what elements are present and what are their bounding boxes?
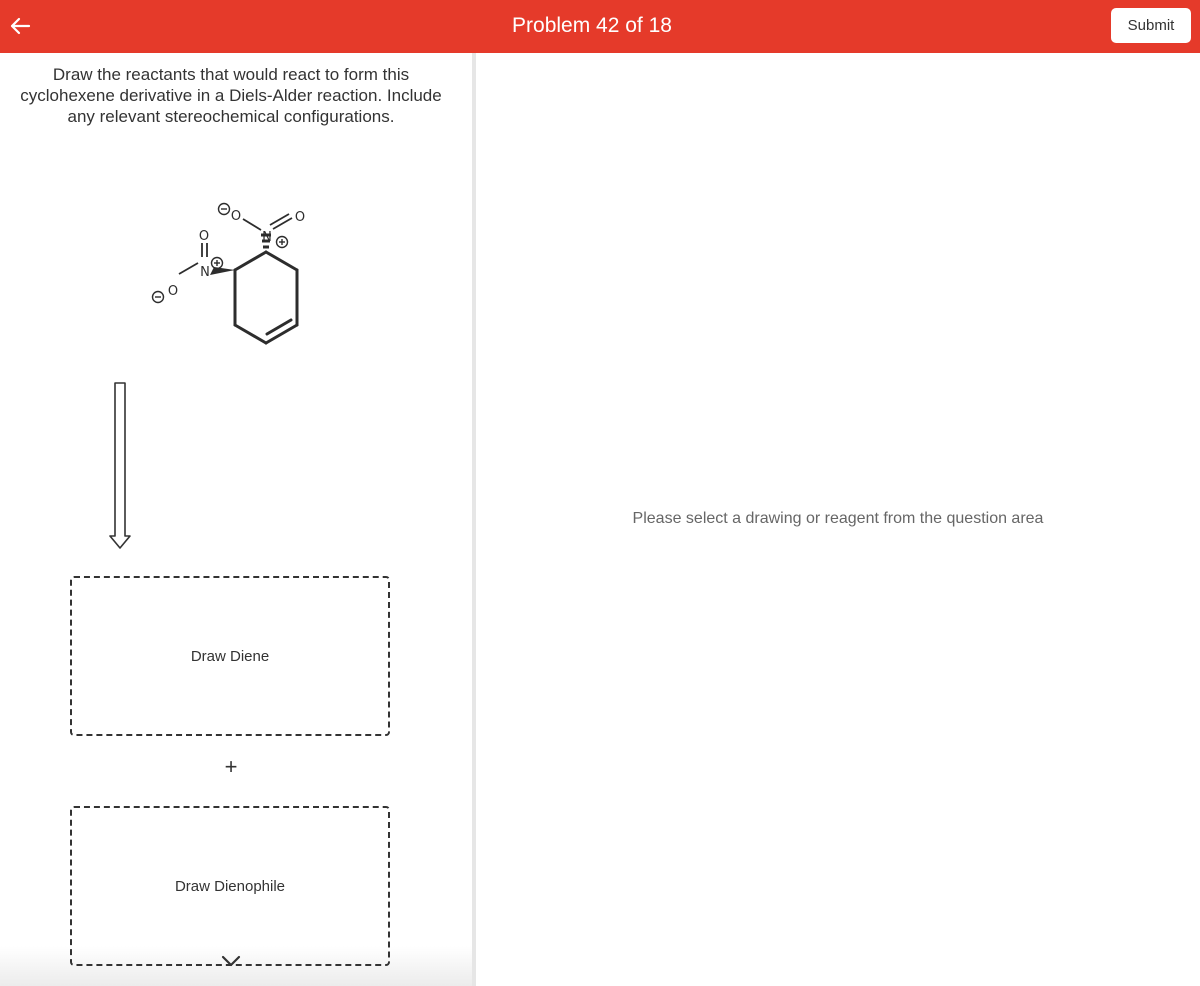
nitrogen-label-left: N	[200, 265, 210, 280]
product-molecule[interactable]	[140, 185, 330, 360]
down-arrow-icon	[105, 378, 135, 553]
oxygen-label: O	[230, 209, 242, 224]
question-prompt: Draw the reactants that would react to form this cyclohexene derivative in a Diels-Alder reaction. Include any relevant stereochemical configurations.	[20, 65, 442, 126]
draw-diene-label: Draw Diene	[190, 647, 270, 665]
oxygen-label: O	[198, 229, 210, 244]
chevron-down-icon[interactable]	[220, 954, 242, 968]
draw-diene-box[interactable]	[70, 576, 390, 736]
oxygen-label: O	[294, 210, 306, 225]
empty-state-message: Please select a drawing or reagent from the question area	[632, 510, 1044, 527]
oxygen-label: O	[167, 284, 179, 299]
draw-dienophile-label: Draw Dienophile	[174, 877, 286, 895]
submit-button[interactable]: Submit	[1111, 8, 1191, 43]
page-title: Problem 42 of 18	[512, 14, 672, 37]
plus-sign: +	[224, 754, 238, 779]
nitrogen-label-top: N	[262, 230, 272, 245]
top-bar	[0, 0, 1200, 53]
draw-dienophile-box[interactable]	[70, 806, 390, 966]
